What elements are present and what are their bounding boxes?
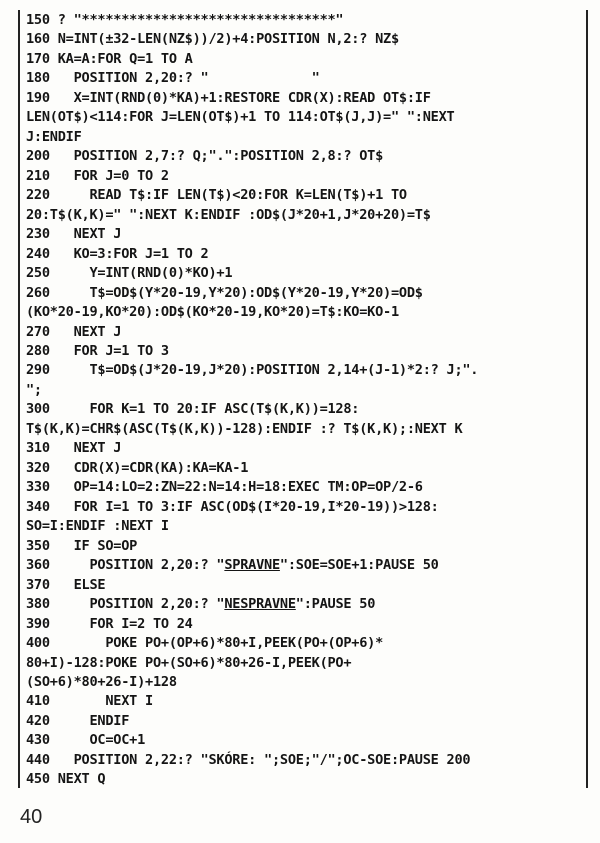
code-line [26,730,582,750]
code-line [26,750,582,770]
code-line [26,49,582,69]
code-text: SO=I:ENDIF :NEXT I [26,518,169,535]
code-line [26,672,582,692]
code-text: 210 FOR J=0 TO 2 [26,167,169,184]
code-line [26,68,582,88]
code-text: 260 T$=OD$(Y*20-19,Y*20):OD$(Y*20-19,Y*20)=OD$ [26,284,423,301]
code-text: 20:T$(K,K)=" ":NEXT K:ENDIF :OD$(J*20+1,J*20+20)=T$ [26,206,431,223]
code-text: 330 OP=14:LO=2:ZN=22:N=14:H=18:EXEC TM:OP=OP/2-6 [26,479,423,496]
code-text: "; [26,381,42,398]
code-line [26,322,582,342]
code-line [26,29,582,49]
code-text: 360 POSITION 2,20:? " [26,557,225,574]
code-line [26,653,582,673]
basic-code-listing [18,10,588,788]
code-text: 410 NEXT I [26,693,153,710]
code-line [26,516,582,536]
code-text: 150 ? "********************************" [26,12,344,28]
code-line [26,419,582,439]
code-line [26,575,582,595]
code-text: 400 POKE PO+(OP+6)*80+I,PEEK(PO+(OP+6)* [26,635,384,652]
code-text: 380 POSITION 2,20:? " [26,596,225,613]
code-line [26,594,582,614]
code-text: 420 ENDIF [26,712,130,729]
code-line [26,497,582,517]
code-line [26,360,582,380]
code-text: 310 NEXT J [26,440,122,457]
code-text: T$(K,K)=CHR$(ASC(T$(K,K))-128):ENDIF :? T$(K,K);:NEXT K [26,420,463,437]
code-text: 220 READ T$:IF LEN(T$)<20:FOR K=LEN(T$)+1 TO [26,187,407,204]
code-line [26,536,582,556]
code-line [26,302,582,322]
underlined-text: NESPRAVNE [224,596,296,613]
code-text: 280 FOR J=1 TO 3 [26,342,169,359]
code-line [26,283,582,303]
code-line [26,341,582,361]
code-text: 320 CDR(X)=CDR(KA):KA=KA-1 [26,459,249,476]
code-line [26,477,582,497]
code-line [26,769,582,789]
code-text: 370 ELSE [26,576,106,593]
code-line [26,380,582,400]
code-text: 230 NEXT J [26,226,122,243]
code-line [26,88,582,108]
code-line [26,438,582,458]
code-text: ":PAUSE 50 [295,596,376,613]
code-line [26,10,582,30]
code-line [26,633,582,653]
code-line [26,127,582,147]
code-text: LEN(OT$)<114:FOR J=LEN(OT$)+1 TO 114:OT$(J,J)=" ":NEXT [26,109,455,126]
underlined-text: SPRAVNE [224,557,280,574]
code-line [26,399,582,419]
code-line [26,263,582,283]
page-number: 40 [20,806,43,828]
code-line [26,711,582,731]
code-line [26,691,582,711]
code-text: (KO*20-19,KO*20):OD$(KO*20-19,KO*20)=T$:KO=KO-1 [26,304,399,321]
code-text: 290 T$=OD$(J*20-19,J*20):POSITION 2,14+(J-1)*2:? J;". [26,362,479,379]
code-line [26,244,582,264]
code-line [26,185,582,205]
code-text: 160 N=INT(±32-LEN(NZ$))/2)+4:POSITION N,2:? NZ$ [26,31,399,48]
code-line [26,205,582,225]
code-text: J:ENDIF [26,128,82,145]
code-line [26,107,582,127]
code-text: 240 KO=3:FOR J=1 TO 2 [26,245,209,262]
code-line [26,614,582,634]
code-line [26,166,582,186]
code-line [26,146,582,166]
code-text: 390 FOR I=2 TO 24 [26,615,193,632]
code-text: (SO+6)*80+26-I)+128 [26,673,177,690]
code-text: 440 POSITION 2,22:? "SKÓRE: ";SOE;"/";OC-SOE:PAUSE 200 [26,751,471,768]
code-text: 180 POSITION 2,20:? " " [26,70,320,87]
code-text: 340 FOR I=1 TO 3:IF ASC(OD$(I*20-19,I*20-19))>128: [26,498,439,515]
code-text: ":SOE=SOE+1:PAUSE 50 [279,557,439,574]
code-line [26,224,582,244]
code-text: 200 POSITION 2,7:? Q;".":POSITION 2,8:? OT$ [26,148,384,165]
code-text: 170 KA=A:FOR Q=1 TO A [26,50,193,67]
code-text: 190 X=INT(RND(0)*KA)+1:RESTORE CDR(X):READ OT$:IF [26,89,431,106]
code-text: 430 OC=OC+1 [26,732,146,749]
code-line [26,555,582,575]
code-text: 300 FOR K=1 TO 20:IF ASC(T$(K,K))=128: [26,401,360,418]
code-text: 80+I)-128:POKE PO+(SO+6)*80+26-I,PEEK(PO+ [26,654,352,671]
code-text: 250 Y=INT(RND(0)*KO)+1 [26,265,233,282]
code-line [26,458,582,478]
code-text: 450 NEXT Q [26,771,106,788]
code-text: 270 NEXT J [26,323,122,340]
code-text: 350 IF SO=OP [26,537,138,554]
